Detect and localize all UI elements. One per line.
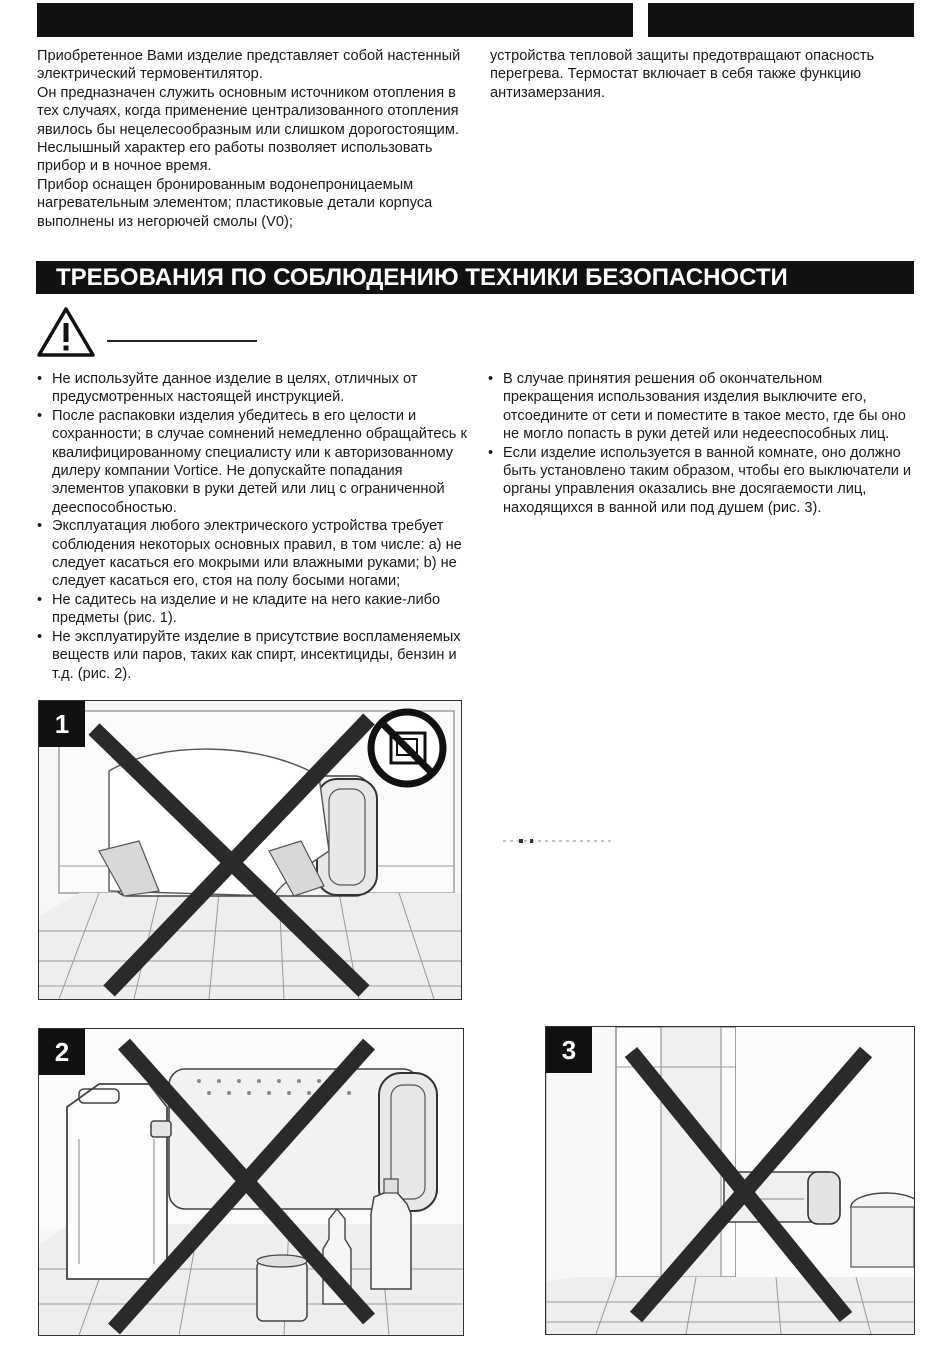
figure-3 [545,1026,915,1335]
intro-paragraph: Прибор оснащен бронированным водонепроницаемым нагревательным элементом; пластиковые детали корпуса выполнены из негорючей смолы (V0); [37,176,433,230]
figure-number: 1 [39,701,85,747]
no-cover-icon [371,712,443,784]
figure-1-illustration [39,701,461,999]
safety-item: • Не эксплуатируйте изделие в присутствие воспламеняемых веществ или паров, таких как спирт, инсектициды, бензин и т.д. (рис. 2). [37,628,467,683]
safety-left [37,370,467,683]
figure-1 [38,700,462,1000]
safety-item: • В случае принятия решения об окончательном прекращения использования изделия выключите его, отсоедините от сети и поместите в такое место, где бы оно не могло попасть в руки детей или недееспособных лиц. [488,370,913,444]
intro-paragraph: Он предназначен служить основным источником отопления в тех случаях, когда применение централизованного отопления явилось бы нецелесообразным или слишком дорогостоящим. [37,84,459,138]
intro-paragraph: Приобретенное Вами изделие представляет собой настенный электрический термовентилятор. [37,48,461,83]
safety-item: • Не садитесь на изделие и не кладите на него какие-либо предметы (рис. 1). [37,591,467,628]
figure-3-illustration [546,1027,914,1334]
safety-item: • Эксплуатация любого электрического устройства требует соблюдения некоторых основных правил, в том числе: a) не следует касаться его мокрыми или влажными руками; b) не следует касаться его, стоя на полу босыми ногами; [37,517,467,591]
safety-right [488,370,913,517]
warning-underline [107,340,257,342]
section-heading: ТРЕБОВАНИЯ ПО СОБЛЮДЕНИЮ ТЕХНИКИ БЕЗОПАСНОСТИ [36,261,914,294]
figure-number: 3 [546,1027,592,1073]
figure-number: 2 [39,1029,85,1075]
intro-right [490,47,900,102]
figure-2-illustration [39,1029,463,1335]
intro-paragraph-right: устройства тепловой защиты предотвращают опасность перегрева. Термостат включает в себя также функцию антизамерзания. [490,48,875,101]
intro-left [37,47,477,231]
warning-triangle-icon [36,306,96,358]
figure-2 [38,1028,464,1336]
safety-item: • Не используйте данное изделие в целях, отличных от предусмотренных настоящей инструкцией. [37,370,467,407]
intro-paragraph: Неслышный характер его работы позволяет использовать прибор и в ночное время. [37,140,433,175]
header-bar-right [648,3,914,37]
stray-mark [503,830,613,834]
header-bar-left [37,3,633,37]
safety-item: • Если изделие используется в ванной комнате, оно должно быть установлено таким образом, чтобы его выключатели и органы управления оказались вне досягаемости лиц, находящихся в ванной или под душем (рис. 3). [488,444,913,518]
safety-item: • После распаковки изделия убедитесь в его целости и сохранности; в случае сомнений немедленно обращайтесь к квалифицированному специалисту или к авторизованному дилеру компании Vortice. Не допускайте попадания элементов упаковки в руки детей или лиц с ограниченной дееспособностью. [37,407,467,517]
